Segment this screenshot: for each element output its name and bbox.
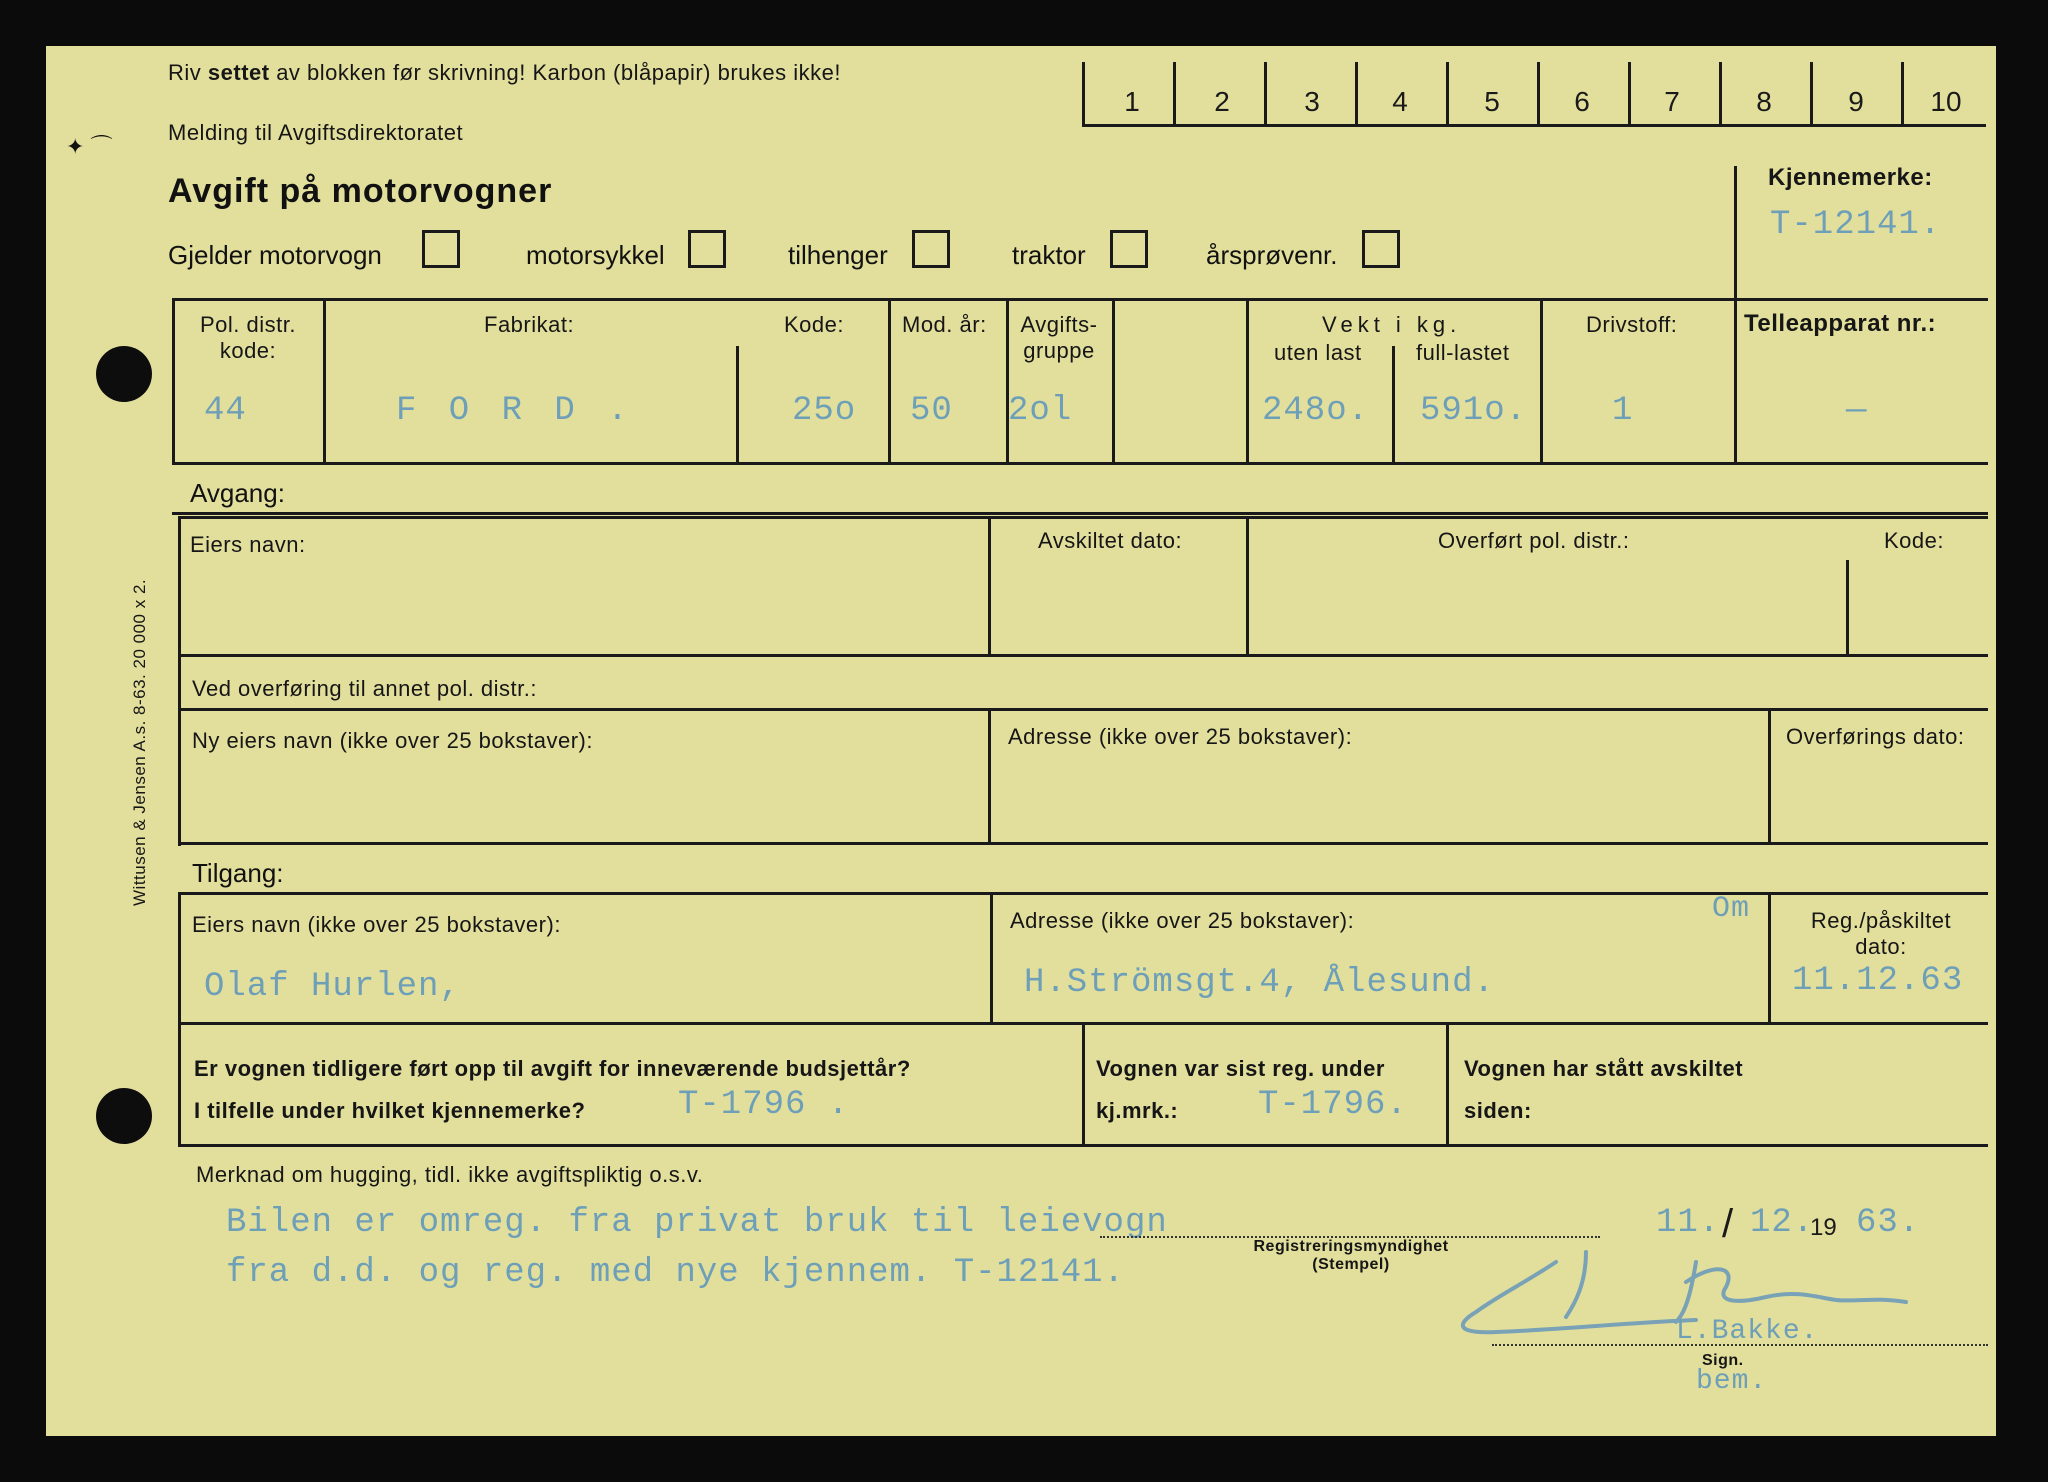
form-card <box>46 46 1996 1436</box>
sign-note: bem. <box>1696 1366 1768 1397</box>
tilgang-eiers-navn-label: Eiers navn (ikke over 25 bokstaver): <box>192 912 561 937</box>
avgang-kode-label: Kode: <box>1884 528 1944 553</box>
avgiftsgruppe-label-line2: gruppe <box>1023 338 1095 363</box>
column-number: 5 <box>1484 86 1500 117</box>
uten-last-label: uten last <box>1274 340 1362 365</box>
option-traktor-label: traktor <box>1012 240 1086 270</box>
tilgang-section-label: Tilgang: <box>192 858 284 888</box>
avskiltet-siden-label-line1: Vognen har stått avskiltet <box>1464 1056 1744 1081</box>
checkbox-motorsykkel[interactable] <box>688 230 726 268</box>
authority-label-line2: (Stempel) <box>1312 1256 1390 1273</box>
date-year-prefix: 19 <box>1810 1214 1837 1241</box>
column-number: 8 <box>1756 86 1772 117</box>
tilgang-adresse-label: Adresse (ikke over 25 bokstaver): <box>1010 908 1355 933</box>
recipient-text: Melding til Avgiftsdirektoratet <box>168 120 464 145</box>
avskiltet-siden-label-line2: siden: <box>1464 1098 1532 1123</box>
option-arsprovenr-label: årsprøvenr. <box>1206 240 1338 270</box>
column-number: 7 <box>1664 86 1680 117</box>
date-month: 12. <box>1750 1204 1815 1242</box>
vekt-label: Vekt i kg. <box>1322 312 1462 337</box>
telleapparat-label: Telleapparat nr.: <box>1744 310 1937 337</box>
option-motorsykkel-label: motorsykkel <box>526 240 665 270</box>
overfort-pol-distr-label: Overført pol. distr.: <box>1438 528 1630 553</box>
authority-label <box>1246 1238 1456 1274</box>
remarks-label: Merknad om hugging, tidl. ikke avgiftspliktig o.s.v. <box>196 1162 704 1187</box>
column-number: 3 <box>1304 86 1320 117</box>
punch-hole-bottom <box>96 1088 152 1144</box>
date-separator-icon: / <box>1722 1202 1734 1246</box>
form-title: Avgift på motorvogner <box>168 172 553 210</box>
history-question-2: I tilfelle under hvilket kjennemerke? <box>194 1098 586 1123</box>
vehicle-type-label: Gjelder motorvogn <box>168 240 382 270</box>
drivstoff-value: 1 <box>1612 392 1634 430</box>
punch-hole-top <box>96 346 152 402</box>
column-number: 9 <box>1848 86 1864 117</box>
remarks-line-1: Bilen er omreg. fra privat bruk til leievogn <box>226 1204 1168 1242</box>
mod-ar-value: 50 <box>910 392 953 430</box>
kode-label: Kode: <box>784 312 844 337</box>
fabrikat-label: Fabrikat: <box>484 312 575 337</box>
instruction-text <box>168 60 841 86</box>
tilgang-adresse-value: H.Strömsgt.4, Ålesund. <box>1024 964 1495 1002</box>
column-number: 1 <box>1124 86 1140 117</box>
checkbox-motorvogn[interactable] <box>422 230 460 268</box>
instruction-post: av blokken før skrivning! Karbon (blåpapir) brukes ikke! <box>269 60 841 85</box>
column-number: 4 <box>1392 86 1408 117</box>
avgang-section-label: Avgang: <box>190 478 285 508</box>
reg-dato-label-line1: Reg./påskiltet <box>1810 908 1952 933</box>
column-number: 2 <box>1214 86 1230 117</box>
registration-label: Kjennemerke: <box>1768 164 1933 191</box>
mod-ar-label: Mod. år: <box>902 312 987 337</box>
kode-value: 25o <box>792 392 857 430</box>
sign-label: Sign. <box>1702 1352 1744 1369</box>
history-question-value: T-1796 . <box>678 1086 850 1124</box>
uten-last-value: 248o. <box>1262 392 1370 430</box>
date-day: 11. <box>1656 1204 1721 1242</box>
pol-distr-label-line1: Pol. distr. <box>200 312 296 337</box>
printer-imprint: Wittusen & Jensen A.s. 8-63. 20 000 x 2. <box>130 578 149 906</box>
reg-dato-label <box>1786 908 1976 960</box>
full-lastet-label: full-lastet <box>1416 340 1510 365</box>
reg-dato-label-line2: dato: <box>1855 934 1907 959</box>
authority-label-line1: Registreringsmyndighet <box>1253 1238 1449 1255</box>
avgiftsgruppe-label-line1: Avgifts- <box>1020 312 1098 337</box>
full-lastet-value: 591o. <box>1420 392 1528 430</box>
avgiftsgruppe-label <box>1014 312 1104 364</box>
checkbox-tilhenger[interactable] <box>912 230 950 268</box>
sist-reg-value: T-1796. <box>1258 1086 1408 1124</box>
drivstoff-label: Drivstoff: <box>1586 312 1678 337</box>
sist-reg-label-line2: kj.mrk.: <box>1096 1098 1179 1123</box>
pol-distr-value: 44 <box>204 392 247 430</box>
fabrikat-value: F O R D . <box>396 392 634 430</box>
history-question-1: Er vognen tidligere ført opp til avgift for inneværende budsjettår? <box>194 1056 911 1081</box>
telleapparat-value: — <box>1846 392 1868 430</box>
overforing-label: Ved overføring til annet pol. distr.: <box>192 676 538 701</box>
registration-value: T-12141. <box>1770 206 1942 244</box>
tilgang-eiers-navn-value: Olaf Hurlen, <box>204 968 461 1006</box>
checkbox-arsprovenr[interactable] <box>1362 230 1400 268</box>
signer-name: L.Bakke. <box>1676 1316 1819 1347</box>
sist-reg-label-line1: Vognen var sist reg. under <box>1096 1056 1385 1081</box>
om-note: Om <box>1712 892 1751 926</box>
ny-eier-label: Ny eiers navn (ikke over 25 bokstaver): <box>192 728 593 753</box>
avgang-eiers-navn-label: Eiers navn: <box>190 532 306 557</box>
remarks-line-2: fra d.d. og reg. med nye kjennem. T-12141. <box>226 1254 1125 1292</box>
avgang-adresse-label: Adresse (ikke over 25 bokstaver): <box>1008 724 1353 749</box>
pol-distr-label <box>200 312 296 364</box>
option-tilhenger-label: tilhenger <box>788 240 888 270</box>
reg-dato-value: 11.12.63 <box>1792 962 1964 1000</box>
pol-distr-label-line2: kode: <box>219 338 277 363</box>
overforings-dato-label: Overførings dato: <box>1786 724 1965 749</box>
arrow-mark-icon: ✦ ⌒ <box>66 134 113 159</box>
checkbox-traktor[interactable] <box>1110 230 1148 268</box>
avskiltet-dato-label: Avskiltet dato: <box>1038 528 1183 553</box>
column-number: 6 <box>1574 86 1590 117</box>
instruction-pre: Riv <box>168 60 208 85</box>
column-number: 10 <box>1930 86 1962 117</box>
instruction-bold: settet <box>207 60 270 85</box>
date-year-suffix: 63. <box>1856 1204 1921 1242</box>
avgiftsgruppe-value: 2ol <box>1008 392 1073 430</box>
